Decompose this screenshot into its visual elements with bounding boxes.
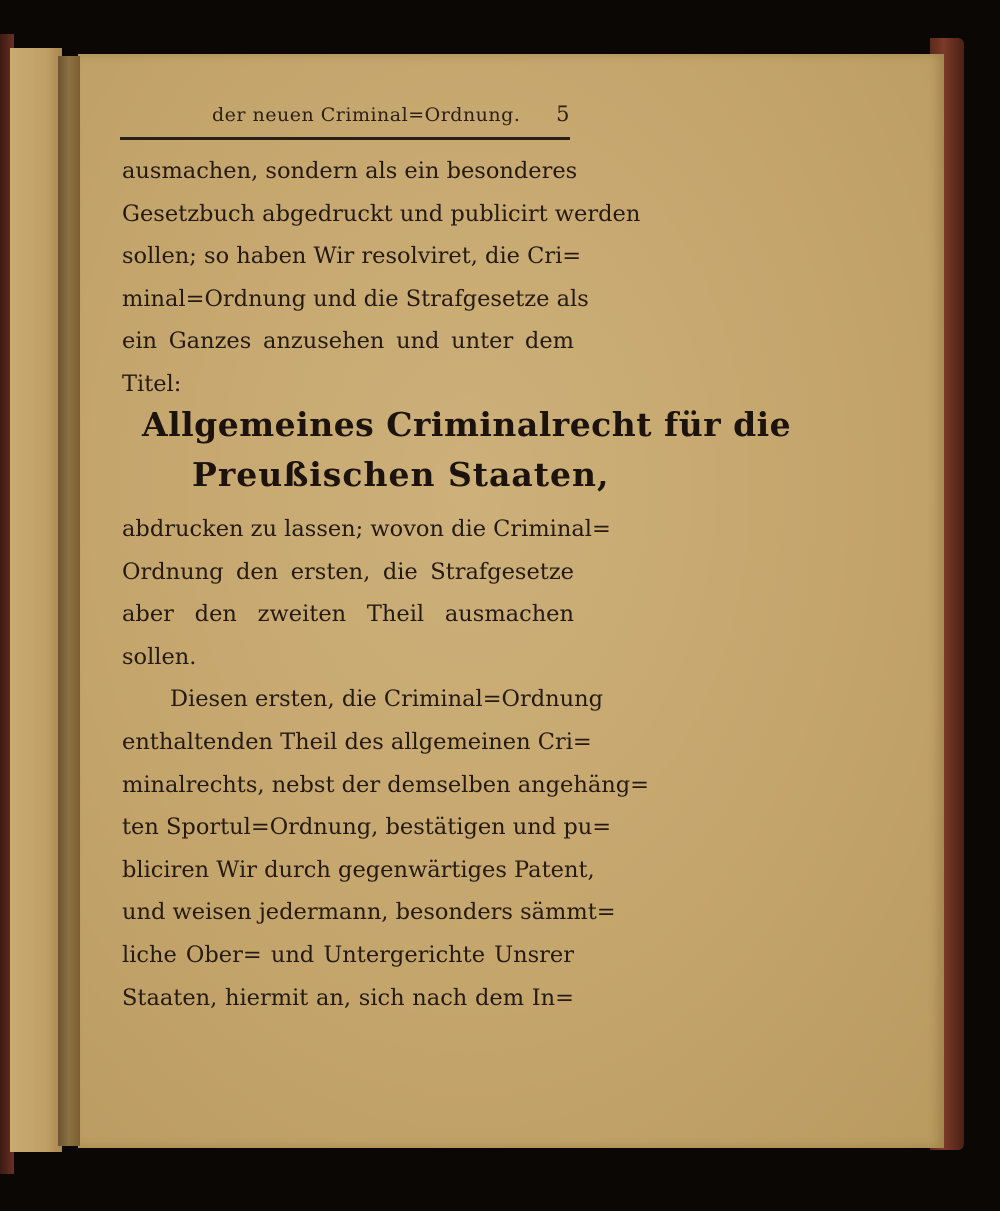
- text-line: und weisen jedermann, besonders sämmt=: [122, 899, 616, 926]
- page-number: 5: [556, 102, 570, 126]
- text-line: ten Sportul=Ordnung, bestätigen und pu=: [122, 814, 612, 841]
- facing-page-edge: [10, 48, 62, 1152]
- text-line: minal=Ordnung und die Strafgesetze als: [122, 285, 589, 312]
- text-line: sollen.: [122, 643, 197, 670]
- text-line: aber den zweiten Theil ausmachen: [122, 601, 574, 628]
- text-line: Diesen ersten, die Criminal=Ordnung: [170, 686, 604, 713]
- text-line: ein Ganzes anzusehen und unter dem: [122, 328, 574, 355]
- text-line: ausmachen, sondern als ein besonderes: [122, 158, 578, 184]
- text-line: Ordnung den ersten, die Strafgesetze: [122, 558, 574, 585]
- running-head: [206, 100, 570, 134]
- page-gutter: [58, 56, 80, 1146]
- text-line: abdrucken zu lassen; wovon die Criminal=: [122, 516, 611, 542]
- title-heading: [122, 400, 792, 500]
- text-line: enthaltenden Theil des allgemeinen Cri=: [122, 728, 592, 755]
- text-line: liche Ober= und Untergerichte Unsrer: [122, 941, 574, 968]
- running-head-title: der neuen Criminal=Ordnung.: [212, 104, 521, 126]
- paragraph-2-3: [122, 508, 650, 1019]
- text-line: Staaten, hiermit an, sich nach dem In=: [122, 984, 574, 1011]
- title-heading-line-1: Allgemeines Criminalrecht für die: [142, 405, 792, 444]
- title-heading-line-2: Preußischen Staaten,: [192, 455, 610, 494]
- text-line: Titel:: [122, 370, 182, 397]
- text-line: sollen; so haben Wir resolviret, die Cri=: [122, 243, 582, 270]
- text-line: minalrechts, nebst der demselben angehäng=: [122, 771, 650, 798]
- text-line: bliciren Wir durch gegenwärtiges Patent,: [122, 856, 595, 883]
- paragraph-1: [122, 150, 641, 406]
- text-line: Gesetzbuch abgedruckt und publicirt werden: [122, 200, 641, 227]
- header-rule: [120, 137, 570, 140]
